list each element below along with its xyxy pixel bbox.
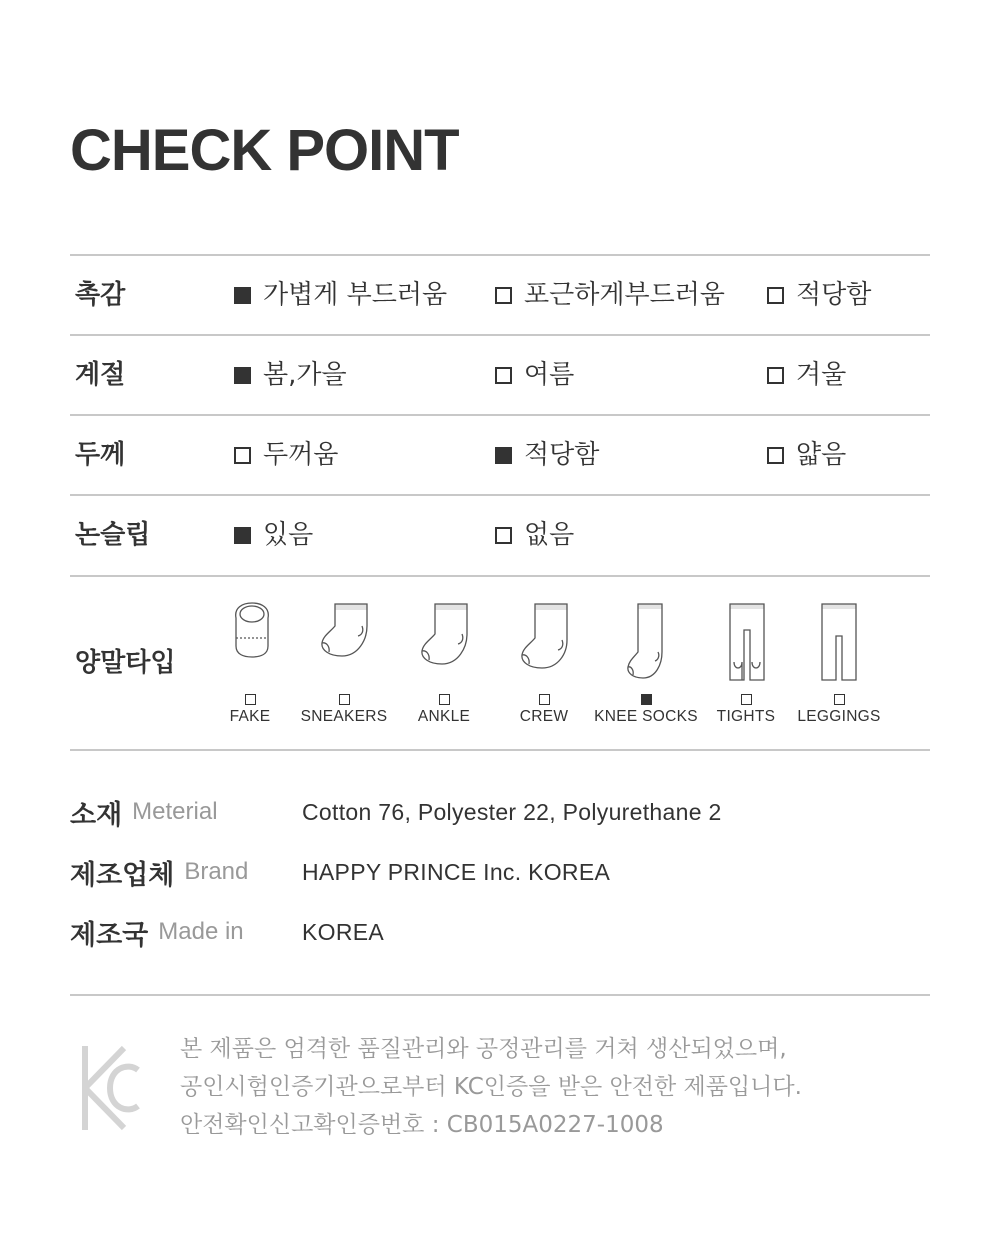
option-label: 겨울	[796, 360, 847, 390]
texture-option-cozy-soft	[495, 279, 725, 311]
divider	[70, 254, 930, 256]
option-label: 가볍게 부드러움	[263, 280, 448, 310]
checkbox-icon	[495, 367, 512, 384]
sock-type-label: ANKLE	[417, 708, 471, 725]
info-label-ko: 소재	[70, 799, 123, 831]
option-label: 포근하게부드러움	[524, 280, 725, 310]
checkbox-icon	[767, 287, 784, 304]
option-label: 없음	[524, 520, 575, 550]
texture-option-moderate	[767, 279, 871, 311]
notice-line: 본 제품은 엄격한 품질관리와 공정관리를 거쳐 생산되었으며,	[180, 1036, 787, 1062]
sneakers-sock-icon	[318, 600, 370, 664]
season-option-summer	[495, 359, 574, 391]
checkbox-icon	[767, 367, 784, 384]
thickness-option-thin	[767, 439, 846, 471]
checkbox-icon	[339, 694, 350, 705]
info-label-ko: 제조업체	[70, 859, 175, 891]
info-value-material: Cotton 76, Polyester 22, Polyurethane 2	[302, 799, 722, 825]
nonslip-option-no	[495, 519, 574, 551]
checkbox-icon	[234, 527, 251, 544]
info-label-en: Brand	[184, 858, 249, 885]
checkbox-icon	[234, 287, 251, 304]
row-label-texture: 촉감	[75, 280, 126, 310]
checkbox-icon	[495, 287, 512, 304]
row-label-nonslip: 논슬립	[75, 520, 151, 550]
option-label: 봄,가을	[263, 360, 347, 390]
divider	[70, 414, 930, 416]
ankle-sock-icon	[418, 600, 470, 670]
info-value-brand: HAPPY PRINCE Inc. KOREA	[302, 859, 611, 885]
sock-type-label: CREW	[519, 708, 569, 725]
row-label-thickness: 두께	[75, 440, 126, 470]
checkbox-icon	[495, 527, 512, 544]
texture-option-light-soft	[234, 279, 447, 311]
certification-notice	[180, 1030, 802, 1144]
info-label-en: Meterial	[132, 798, 218, 825]
season-option-spring-fall	[234, 359, 347, 391]
option-label: 적당함	[796, 280, 872, 310]
checkbox-icon	[234, 367, 251, 384]
checkbox-icon	[495, 447, 512, 464]
checkbox-icon	[641, 694, 652, 705]
fake-sock-icon	[230, 600, 274, 660]
tights-icon	[728, 600, 766, 684]
option-label: 얇음	[796, 440, 847, 470]
sock-type-leggings	[784, 694, 894, 726]
divider	[70, 334, 930, 336]
sock-type-knee-socks	[591, 694, 701, 726]
thickness-option-moderate	[495, 439, 599, 471]
sock-type-crew	[489, 694, 599, 726]
option-label: 두꺼움	[263, 440, 339, 470]
notice-line: 공인시험인증기관으로부터 KC인증을 받은 안전한 제품입니다.	[180, 1074, 802, 1100]
leggings-icon	[820, 600, 858, 684]
notice-line: 안전확인신고확인증번호 : CB015A0227-1008	[180, 1112, 664, 1138]
checkbox-icon	[245, 694, 256, 705]
nonslip-option-yes	[234, 519, 313, 551]
divider	[70, 994, 930, 996]
season-option-winter	[767, 359, 846, 391]
divider	[70, 749, 930, 751]
checkbox-icon	[539, 694, 550, 705]
info-row-brand	[70, 852, 248, 892]
divider	[70, 575, 930, 577]
sock-type-label: LEGGINGS	[797, 708, 881, 725]
sock-type-sneakers	[289, 694, 399, 726]
kc-logo-icon	[80, 1042, 142, 1138]
option-label: 적당함	[524, 440, 600, 470]
sock-type-ankle	[389, 694, 499, 726]
sock-type-label: FAKE	[229, 708, 271, 725]
sock-type-label: SNEAKERS	[300, 708, 388, 725]
checkbox-icon	[234, 447, 251, 464]
row-label-season: 계절	[75, 360, 126, 390]
crew-sock-icon	[517, 600, 571, 674]
checkbox-icon	[439, 694, 450, 705]
thickness-option-thick	[234, 439, 338, 471]
knee-sock-icon	[624, 600, 668, 682]
sock-type-label: KNEE SOCKS	[594, 708, 698, 725]
info-row-made-in	[70, 912, 244, 952]
info-label-en: Made in	[158, 918, 244, 945]
checkbox-icon	[767, 447, 784, 464]
row-label-sock-type: 양말타입	[75, 648, 176, 678]
info-label-ko: 제조국	[70, 919, 149, 951]
option-label: 있음	[263, 520, 314, 550]
divider	[70, 494, 930, 496]
option-label: 여름	[524, 360, 575, 390]
checkbox-icon	[834, 694, 845, 705]
checkbox-icon	[741, 694, 752, 705]
info-value-made-in: KOREA	[302, 919, 385, 945]
page-title: CHECK POINT	[70, 118, 459, 183]
info-row-material	[70, 792, 218, 832]
sock-type-label: TIGHTS	[716, 708, 776, 725]
